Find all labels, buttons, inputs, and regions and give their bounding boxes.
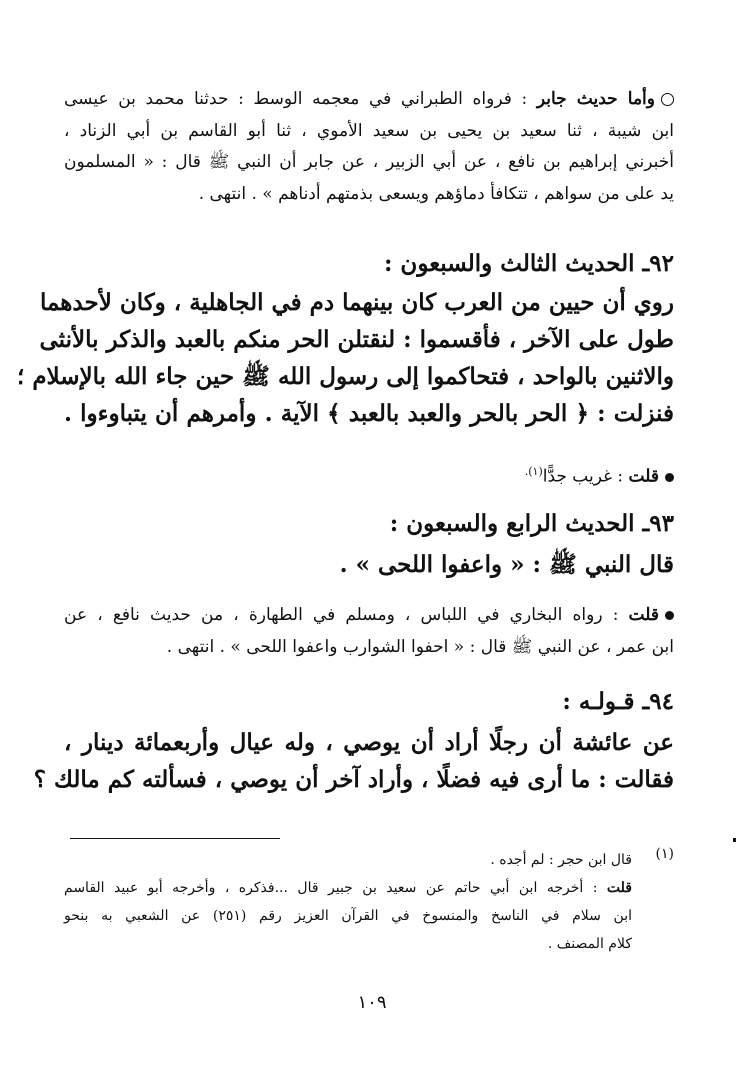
footnote-line: ابن سلام في الناسخ والمنسوخ في القرآن العزيز رقم (٢٥١) عن الشعبي به بنحو [64, 908, 633, 924]
paragraph-line: فقالت : ما أرى فيه فضلًا ، وأراد آخر أن يوصي ، فسألته كم مالك ؟ [33, 766, 674, 793]
lead-phrase: قلت [606, 880, 632, 896]
section-heading-93: ٩٣ـ الحديث الرابع والسبعون : [389, 510, 674, 537]
scan-mark [733, 838, 736, 842]
paragraph-line: وأما حديث جابر : فرواه الطبراني في معجمه الوسط : حدثنا محمد بن عيسى [64, 84, 674, 116]
paragraph-line: فنزلت : ﴿ الحر بالحر والعبد بالعبد ﴾ الآية . وأمرهم أن يتباوءوا . [64, 400, 674, 427]
paragraph-line: يد على من سواهم ، تتكافأ دماؤهم ويسعى بذمتهم أدناهم » . انتهى . [198, 183, 674, 204]
dot-bullet-icon [665, 611, 674, 620]
paragraph-line: أخبرني إبراهيم بن نافع ، عن أبي الزبير ، عن جابر أن النبي ﷺ قال : « المسلمون [64, 152, 674, 172]
hadith-93-text: قال النبي ﷺ : « واعفوا اللحى » . [339, 551, 674, 578]
lead-phrase: قلت [628, 466, 659, 487]
paragraph-line: روي أن حيين من العرب كان بينهما دم في الجاهلية ، وكان لأحدهما [39, 289, 674, 316]
paragraph-line: طول على الآخر ، فأقسموا : لنقتلن الحر منكم بالعبد والذكر بالأنثى [39, 326, 674, 353]
hadith-92-text [17, 284, 674, 432]
circle-bullet-icon [661, 93, 674, 106]
footnote-body [64, 874, 632, 958]
hadith-94-text [33, 724, 674, 798]
section-heading-94: ٩٤ـ قـولـه : [562, 688, 674, 715]
footnote-line: كلام المصنف . [547, 936, 632, 952]
paragraph-line: ابن عمر ، عن النبي ﷺ قال : « احفوا الشوارب واعفوا اللحى » . انتهى . [166, 636, 674, 657]
note-92: قلت : غريب جدًّا$^{(١).}$ [64, 456, 674, 493]
note-93 [64, 600, 674, 663]
footnote-line: قلت : أخرجه ابن أبي حاتم عن سعيد بن جبير قال ...فذكره ، وأخرجه أبو عبيد القاسم [64, 880, 632, 896]
paragraph-line: عن عائشة أن رجلًا أراد أن يوصي ، وله عيال وأربعمائة دينار ، [64, 729, 674, 756]
lead-phrase: وأما حديث جابر [536, 89, 655, 109]
paragraph-line: والاثنين بالواحد ، فتحاكموا إلى رسول الله ﷺ حين جاء الله بالإسلام ؛ [17, 363, 674, 390]
footnote-separator [70, 838, 280, 839]
footnote-first-line: قال ابن حجر : لم أجده . [490, 852, 632, 868]
paragraph-line: قلت : رواه البخاري في اللباس ، ومسلم في الطهارة ، من حديث نافع ، عن [64, 600, 674, 632]
page-number: ١٠٩ [357, 992, 387, 1013]
jabir-hadith-paragraph [64, 84, 674, 210]
paragraph-line: ابن شيبة ، ثنا سعيد بن يحيى بن سعيد الأموي ، ثنا أبو القاسم بن أبي الزناد ، [64, 120, 674, 141]
section-heading-92: ٩٢ـ الحديث الثالث والسبعون : [383, 250, 674, 277]
footnote-ref: (١). [524, 465, 543, 478]
footnote-number: (١) [655, 846, 674, 862]
lead-phrase: قلت [628, 605, 659, 625]
dot-bullet-icon [665, 473, 674, 482]
